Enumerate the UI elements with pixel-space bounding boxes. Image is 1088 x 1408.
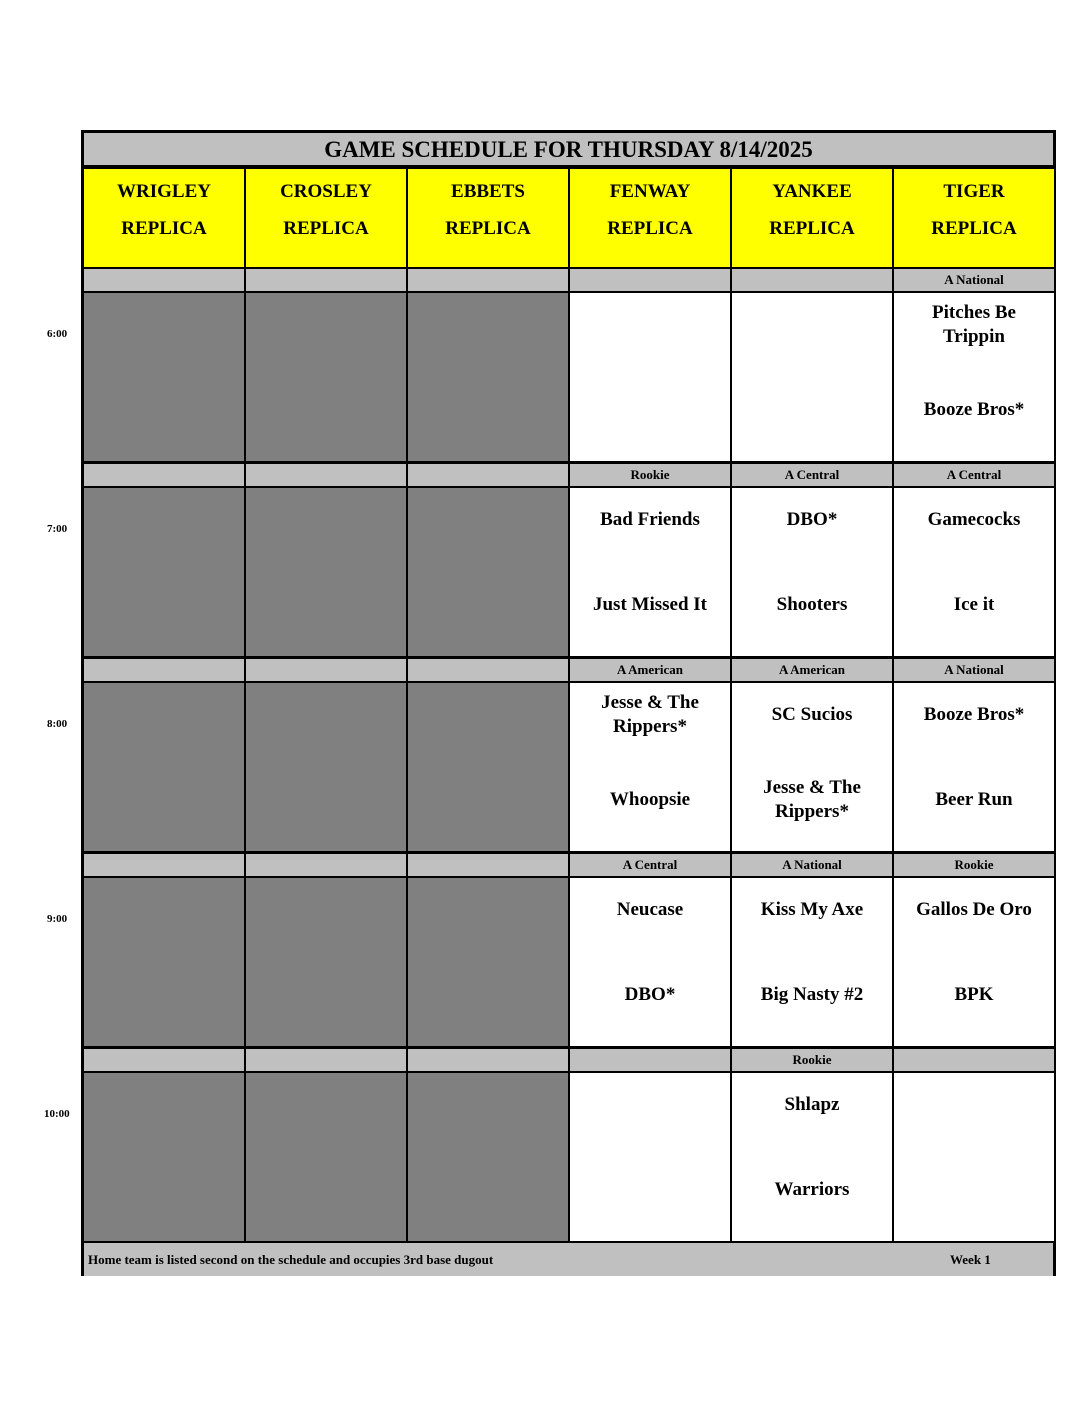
venue-name: TIGER: [943, 181, 1005, 202]
home-team: BPK: [954, 984, 994, 1005]
unavailable-slot: [84, 293, 244, 461]
game-cell: [732, 488, 892, 656]
game-cell: [570, 683, 730, 851]
division-label: [408, 464, 568, 486]
home-team: DBO*: [624, 984, 676, 1005]
home-team: Beer Run: [935, 789, 1013, 810]
venue-header-yankee: [732, 169, 892, 267]
time-label: 8:00: [47, 718, 68, 730]
unavailable-slot: [408, 488, 568, 656]
division-label: Rookie: [732, 1049, 892, 1071]
division-label: [894, 1049, 1054, 1071]
venue-name: WRIGLEY: [117, 181, 211, 202]
division-label: [408, 659, 568, 681]
schedule-title: GAME SCHEDULE FOR THURSDAY 8/14/2025: [84, 133, 1053, 167]
venue-header-crosley: [246, 169, 406, 267]
unavailable-slot: [246, 878, 406, 1046]
home-team: Jesse & The Rippers*: [763, 777, 861, 822]
game-cell: [570, 1073, 730, 1241]
division-label: Rookie: [570, 464, 730, 486]
unavailable-slot: [84, 488, 244, 656]
division-label: [408, 854, 568, 876]
venue-name: YANKEE: [772, 181, 852, 202]
division-label: [570, 1049, 730, 1071]
home-team: Just Missed It: [592, 594, 707, 615]
venue-header-ebbets: [408, 169, 568, 267]
unavailable-slot: [408, 293, 568, 461]
unavailable-slot: [246, 488, 406, 656]
venue-header-fenway: [570, 169, 730, 267]
venue-name: FENWAY: [609, 181, 691, 202]
venue-name: EBBETS: [451, 181, 525, 202]
venue-name: CROSLEY: [280, 181, 372, 202]
venue-subtitle: REPLICA: [445, 218, 531, 239]
away-team: Pitches Be Trippin: [932, 302, 1016, 347]
division-label: [246, 269, 406, 291]
unavailable-slot: [84, 683, 244, 851]
time-label: 7:00: [47, 523, 68, 535]
division-label: A American: [570, 659, 730, 681]
game-cell: [570, 293, 730, 461]
division-label: [84, 854, 244, 876]
away-team: Gallos De Oro: [916, 899, 1032, 920]
division-label: A National: [894, 659, 1054, 681]
home-team: Ice it: [953, 594, 995, 615]
division-label: [408, 269, 568, 291]
unavailable-slot: [408, 1073, 568, 1241]
division-label: [246, 659, 406, 681]
game-cell: [732, 878, 892, 1046]
division-label: [84, 659, 244, 681]
division-label: [408, 1049, 568, 1071]
unavailable-slot: [246, 1073, 406, 1241]
footer-note: Home team is listed second on the schedule and occupies 3rd base dugout: [88, 1252, 494, 1267]
time-label: 6:00: [47, 328, 68, 340]
venue-subtitle: REPLICA: [121, 218, 207, 239]
away-team: Shlapz: [784, 1094, 840, 1115]
time-label: 10:00: [44, 1108, 70, 1120]
venue-subtitle: REPLICA: [931, 218, 1017, 239]
division-label: [84, 464, 244, 486]
unavailable-slot: [408, 683, 568, 851]
division-label: A National: [894, 269, 1054, 291]
division-label: A Central: [732, 464, 892, 486]
week-label: Week 1: [950, 1252, 991, 1267]
game-cell: [570, 878, 730, 1046]
game-cell: [894, 683, 1054, 851]
division-label: [246, 854, 406, 876]
game-cell: [894, 878, 1054, 1046]
away-team: Neucase: [616, 899, 684, 920]
away-team: Gamecocks: [927, 509, 1021, 530]
away-team: Kiss My Axe: [760, 899, 864, 920]
division-label: Rookie: [894, 854, 1054, 876]
home-team: Booze Bros*: [923, 399, 1025, 420]
schedule-table: [81, 130, 1056, 1276]
unavailable-slot: [246, 293, 406, 461]
division-label: [732, 269, 892, 291]
game-cell: [894, 488, 1054, 656]
away-team: Jesse & The Rippers*: [601, 692, 699, 737]
away-team: Booze Bros*: [923, 704, 1025, 725]
away-team: Bad Friends: [600, 509, 700, 530]
venue-header-wrigley: [84, 169, 244, 267]
game-cell: [732, 683, 892, 851]
division-label: A Central: [894, 464, 1054, 486]
division-label: A National: [732, 854, 892, 876]
division-label: [84, 1049, 244, 1071]
venue-subtitle: REPLICA: [769, 218, 855, 239]
venue-header-tiger: [894, 169, 1054, 267]
game-cell: [894, 1073, 1054, 1241]
away-team: DBO*: [786, 509, 838, 530]
home-team: Big Nasty #2: [760, 984, 864, 1005]
division-label: A Central: [570, 854, 730, 876]
venue-subtitle: REPLICA: [283, 218, 369, 239]
unavailable-slot: [246, 683, 406, 851]
game-cell: [732, 1073, 892, 1241]
unavailable-slot: [408, 878, 568, 1046]
away-team: SC Sucios: [771, 704, 853, 725]
game-cell: [570, 488, 730, 656]
game-cell: [894, 293, 1054, 461]
time-label: 9:00: [47, 913, 68, 925]
home-team: Shooters: [776, 594, 848, 615]
home-team: Warriors: [774, 1179, 850, 1200]
unavailable-slot: [84, 1073, 244, 1241]
division-label: [246, 464, 406, 486]
division-label: A American: [732, 659, 892, 681]
home-team: Whoopsie: [609, 789, 691, 810]
game-cell: [732, 293, 892, 461]
unavailable-slot: [84, 878, 244, 1046]
division-label: [246, 1049, 406, 1071]
division-label: [84, 269, 244, 291]
schedule-footer: [84, 1243, 1053, 1276]
venue-subtitle: REPLICA: [607, 218, 693, 239]
division-label: [570, 269, 730, 291]
